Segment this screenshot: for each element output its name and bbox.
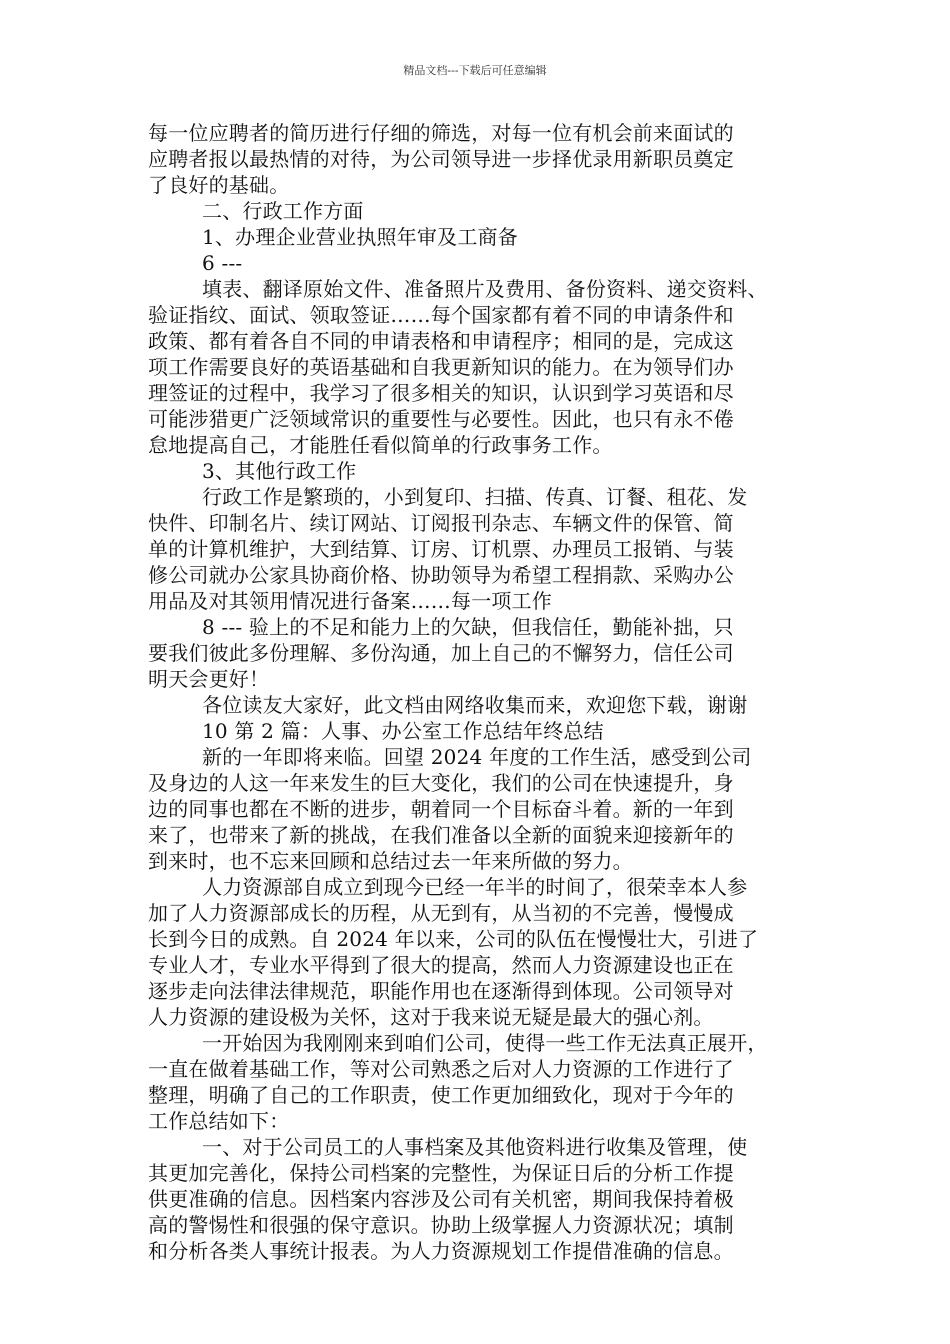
text-line: 10 第 2 篇：人事、办公室工作总结年终总结 xyxy=(202,719,604,743)
text-line: 验证指纹、面试、领取签证……每个国家都有着不同的申请条件和 xyxy=(148,303,734,327)
page-header: 精品文档---下载后可任意编辑 xyxy=(403,64,547,77)
text-line: 边的同事也都在不断的进步，朝着同一个目标奋斗着。新的一年到 xyxy=(148,797,734,821)
text-line: 明天会更好！ xyxy=(148,667,270,691)
text-line: 一直在做着基础工作，等对公司熟悉之后对人力资源的工作进行了 xyxy=(148,1057,734,1081)
text-line: 专业人才，专业水平得到了很大的提高，然而人力资源建设也正在 xyxy=(148,953,734,977)
text-line: 二、行政工作方面 xyxy=(202,199,364,223)
text-line: 一、对于公司员工的人事档案及其他资料进行收集及管理，使 xyxy=(202,1135,748,1159)
text-line: 高的警惕性和很强的保守意识。协助上级掌握人力资源状况；填制 xyxy=(148,1213,734,1237)
text-line: 到来时，也不忘来回顾和总结过去一年来所做的努力。 xyxy=(148,849,633,873)
text-line: 用品及对其领用情况进行备案……每一项工作 xyxy=(148,589,552,613)
text-line: 人力资源部自成立到现今已经一年半的时间了，很荣幸本人参 xyxy=(202,875,748,899)
text-line: 新的一年即将来临。回望 2024 年度的工作生活，感受到公司 xyxy=(202,745,752,769)
text-line: 怠地提高自己，才能胜任看似简单的行政事务工作。 xyxy=(148,433,613,457)
text-line: 政策、都有着各自不同的申请表格和申请程序；相同的是，完成这 xyxy=(148,329,734,353)
text-line: 快件、印制名片、续订网站、订阅报刊杂志、车辆文件的保管、简 xyxy=(148,511,734,535)
text-line: 长到今日的成熟。自 2024 年以来，公司的队伍在慢慢壮大，引进了 xyxy=(148,927,759,951)
text-line: 单的计算机维护，大到结算、订房、订机票、办理员工报销、与装 xyxy=(148,537,734,561)
text-line: 各位读友大家好，此文档由网络收集而来，欢迎您下载，谢谢 xyxy=(202,693,748,717)
text-line: 了良好的基础。 xyxy=(148,173,290,197)
text-line: 项工作需要良好的英语基础和自我更新知识的能力。在为领导们办 xyxy=(148,355,734,379)
text-line: 1、办理企业营业执照年审及工商备 xyxy=(202,225,518,249)
text-line: 及身边的人这一年来发生的巨大变化，我们的公司在快速提升，身 xyxy=(148,771,734,795)
text-line: 每一位应聘者的简历进行仔细的筛选，对每一位有机会前来面试的 xyxy=(148,121,734,145)
text-line: 应聘者报以最热情的对待，为公司领导进一步择优录用新职员奠定 xyxy=(148,147,734,171)
text-line: 填表、翻译原始文件、准备照片及费用、备份资料、递交资料、 xyxy=(202,277,768,301)
text-line: 工作总结如下： xyxy=(148,1109,290,1133)
text-line: 一开始因为我刚刚来到咱们公司，使得一些工作无法真正展开， xyxy=(202,1031,768,1055)
text-line: 行政工作是繁琐的，小到复印、扫描、传真、订餐、租花、发 xyxy=(202,485,748,509)
text-line: 8 --- 验上的不足和能力上的欠缺，但我信任，勤能补拙，只 xyxy=(202,615,734,639)
text-line: 整理，明确了自己的工作职责，使工作更加细致化，现对于今年的 xyxy=(148,1083,734,1107)
text-line: 和分析各类人事统计报表。为人力资源规划工作提借准确的信息。 xyxy=(148,1239,734,1263)
text-line: 来了，也带来了新的挑战，在我们准备以全新的面貌来迎接新年的 xyxy=(148,823,734,847)
text-line: 加了人力资源部成长的历程，从无到有，从当初的不完善，慢慢成 xyxy=(148,901,734,925)
text-line: 修公司就办公家具协商价格、协助领导为希望工程捐款、采购办公 xyxy=(148,563,734,587)
text-line: 3、其他行政工作 xyxy=(202,459,357,483)
text-line: 要我们彼此多份理解、多份沟通，加上自己的不懈努力，信任公司 xyxy=(148,641,734,665)
text-line: 理签证的过程中，我学习了很多相关的知识，认识到学习英语和尽 xyxy=(148,381,734,405)
text-line: 可能涉猎更广泛领域常识的重要性与必要性。因此，也只有永不倦 xyxy=(148,407,734,431)
document-body xyxy=(148,120,808,1264)
text-line: 逐步走向法律法律规范，职能作用也在逐渐得到体现。公司领导对 xyxy=(148,979,734,1003)
text-line: 人力资源的建设极为关怀，这对于我来说无疑是最大的强心剂。 xyxy=(148,1005,714,1029)
text-line: 6 --- xyxy=(202,251,243,275)
text-line: 其更加完善化，保持公司档案的完整性，为保证日后的分析工作提 xyxy=(148,1161,734,1185)
text-line: 供更准确的信息。因档案内容涉及公司有关机密，期间我保持着极 xyxy=(148,1187,734,1211)
